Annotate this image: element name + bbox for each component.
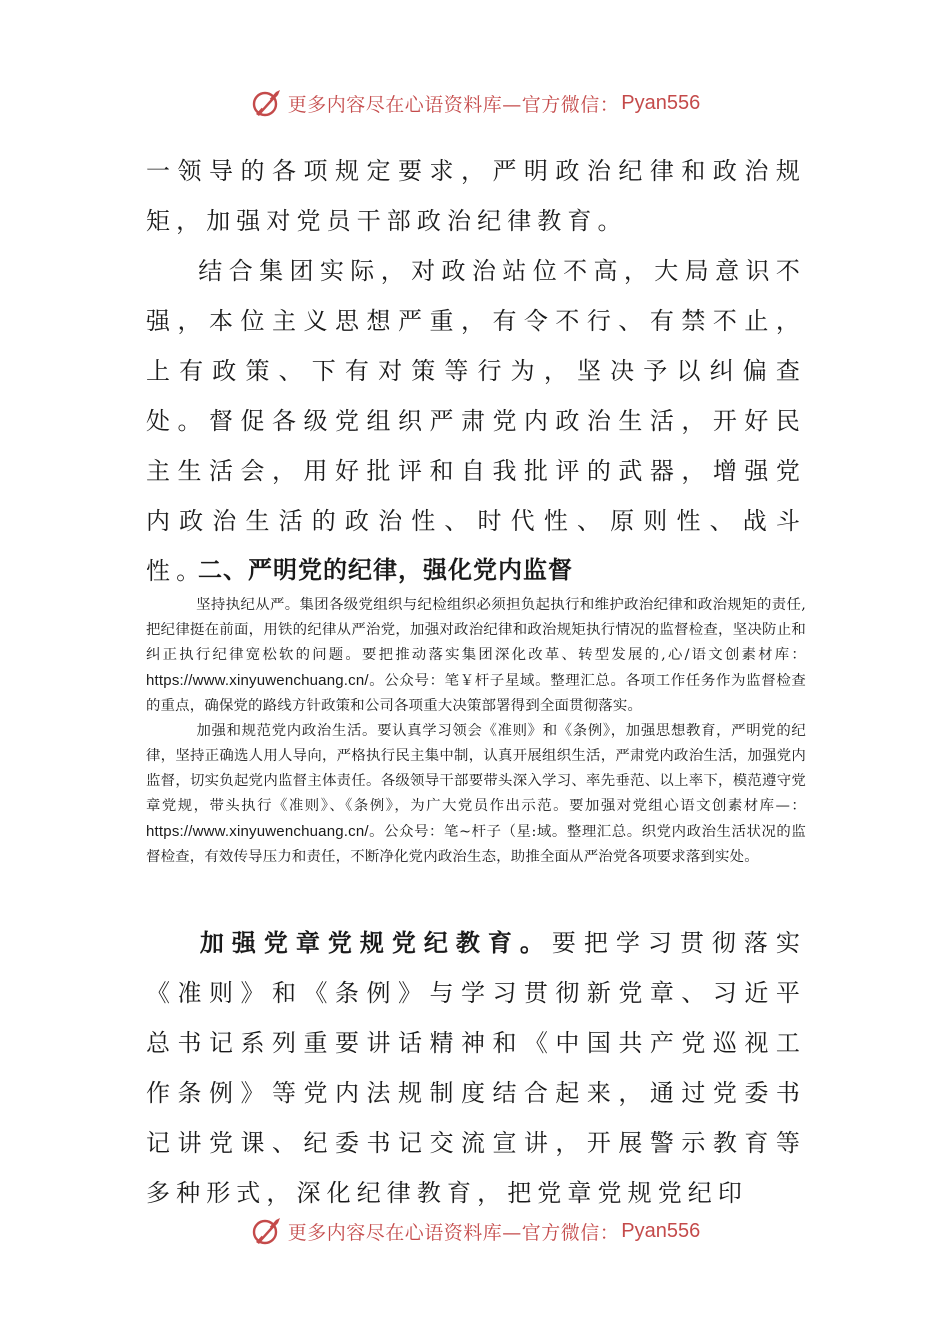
section-one-body	[146, 146, 806, 596]
footer-watermark-banner	[0, 1211, 950, 1251]
banner-wechat-handle: Pyan556	[621, 91, 701, 114]
paragraph-collective-practice	[146, 246, 806, 596]
banner-slogan: 更多内容尽在心语资料库—官方微信：	[287, 93, 620, 116]
resource-url-2: https://www.xinyuwenchuang.cn/	[146, 823, 369, 840]
section-heading: 二、严明党的纪律，强化党内监督	[198, 556, 573, 584]
paragraph-strict-discipline-text-b: 。公众号：笔￥杆子星域。整理汇总。各项工作任务作为监督检查的重点，确保党的路线方针政策和公司各项重大决策部署得到全面贯彻落实。	[146, 673, 806, 714]
paragraph-lead-bold: 加强党章党规党纪教育。	[198, 929, 552, 957]
paragraph-continued: 一领导的各项规定要求，严明政治纪律和政治规矩，加强对党员干部政治纪律教育。	[146, 157, 806, 235]
paragraph-party-political-life-text-b: 。公众号：笔~杆子（星:域。整理汇总。织党内政治生活状况的监督检查，有效传导压力和责任，不断净化党内政治生态，助推全面从严治党各项要求落到实处。	[146, 824, 806, 865]
quill-seal-logo-icon	[250, 1214, 284, 1248]
banner-wechat-handle: Pyan556	[621, 1219, 701, 1242]
section-two-small-body	[146, 593, 806, 870]
header-watermark-banner	[0, 83, 950, 123]
banner-slogan: 更多内容尽在心语资料库—官方微信：	[287, 1221, 620, 1244]
paragraph-collective-practice-text: 结合集团实际，对政治站位不高，大局意识不强，本位主义思想严重，有令不行、有禁不止，上有政策、下有对策等行为，坚决予以纠偏查处。督促各级党组织严肃党内政治生活，开好民主生活会，用好批评和自我批评的武器，增强党内政治生活的政治性、时代性、原则性、战斗性。	[146, 257, 806, 585]
section-two-large-body	[146, 918, 806, 1218]
section-two-heading-wrap	[146, 550, 806, 590]
paragraph-strict-discipline	[146, 593, 806, 719]
paragraph-strict-discipline-text-a: 坚持执纪从严。集团各级党组织与纪检组织必须担负起执行和维护政治纪律和政治规矩的责任,把纪律挺在前面，用铁的纪律从严治党，加强对政治纪律和政治规矩执行情况的监督检查，坚决防止和纠正执行纪律宽松软的问题。要把推动落实集团深化改革、转型发展的,心/语文创素材库：	[146, 597, 806, 663]
paragraph-party-constitution-education	[146, 918, 806, 1218]
paragraph-party-political-life-text-a: 加强和规范党内政治生活。要认真学习领会《准则》和《条例》，加强思想教育，严明党的纪律，坚持正确选人用人导向，严格执行民主集中制，认真开展组织生活，严肃党内政治生活，加强党内监督，切实负起党内监督主体责任。各级领导干部要带头深入学习、率先垂范、以上率下，模范遵守党章党规，带头执行《准则》、《条例》，为广大党员作出示范。要加强对党组心语文创素材库—：	[146, 723, 806, 814]
paragraph-party-constitution-education-text: 要把学习贯彻落实《准则》和《条例》与学习贯彻新党章、习近平总书记系列重要讲话精神和《中国共产党巡视工作条例》等党内法规制度结合起来，通过党委书记讲党课、纪委书记交流宣讲，开展警示教育等多种形式，深化纪律教育，把党章党规党纪印	[146, 929, 806, 1207]
paragraph-party-political-life	[146, 719, 806, 870]
quill-seal-logo-icon	[250, 86, 284, 120]
resource-url: https://www.xinyuwenchuang.cn/	[146, 672, 369, 689]
